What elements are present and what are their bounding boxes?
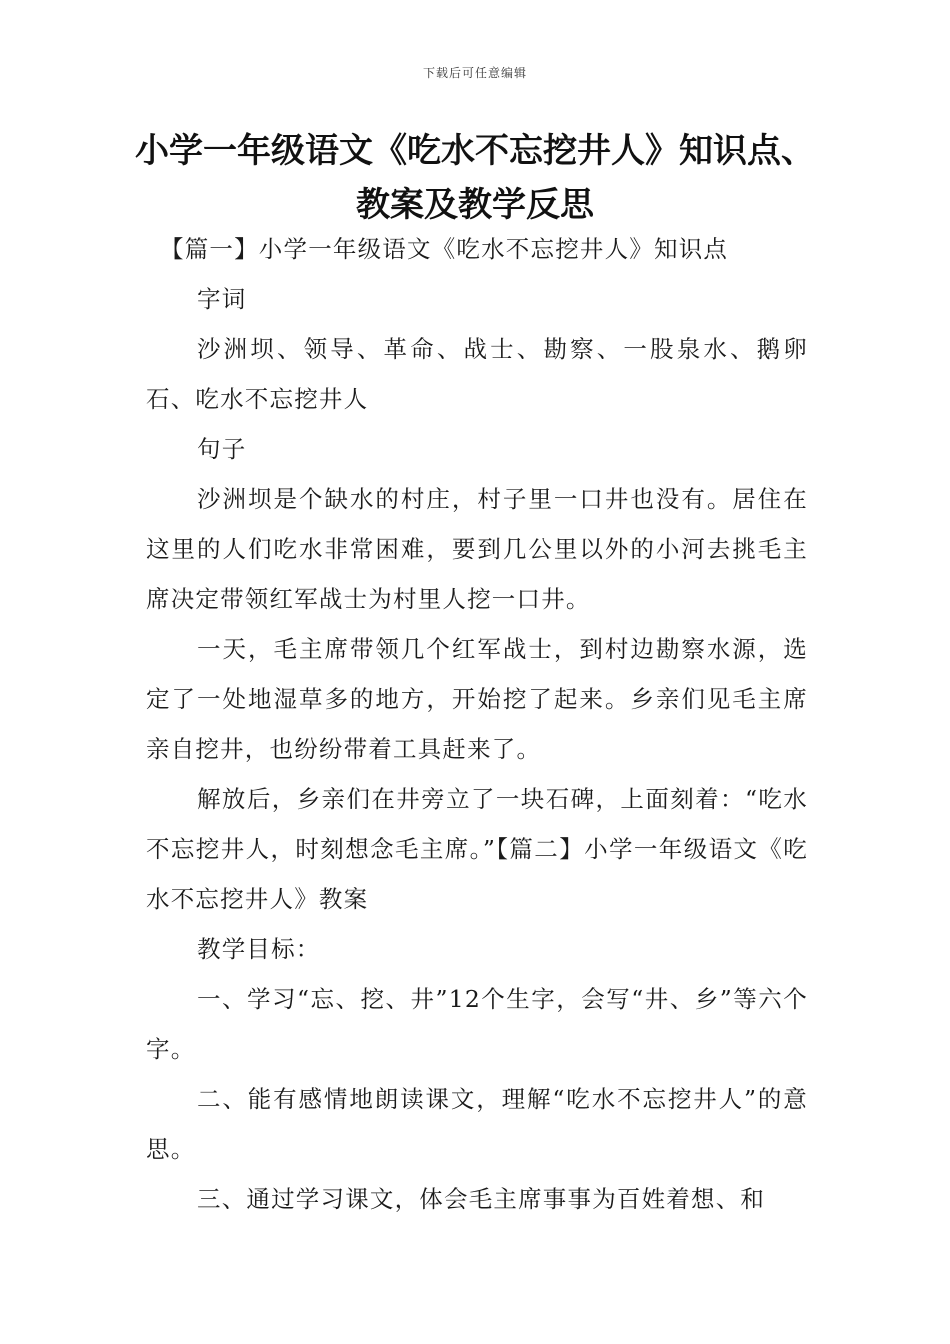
words-paragraph: 沙洲坝、领导、革命、战士、勘察、一股泉水、鹅卵石、吃水不忘挖井人 (146, 335, 808, 413)
paragraph: 一天，毛主席带领几个红军战士，到村边勘察水源，选定了一处地湿草多的地方，开始挖了起来。乡亲们见毛主席亲自挖井，也纷纷带着工具赶来了。 (146, 635, 808, 763)
section-heading: 【篇一】小学一年级语文《吃水不忘挖井人》知识点 (160, 235, 729, 263)
words-heading: 字词 (197, 285, 247, 313)
goal-item: 一、学习“忘、挖、井”12个生字，会写“井、乡”等六个字。 (146, 985, 808, 1063)
header-note: 下载后可任意编辑 (422, 66, 527, 80)
goal-item: 二、能有感情地朗读课文，理解“吃水不忘挖井人”的意思。 (146, 1085, 808, 1163)
paragraph: 沙洲坝是个缺水的村庄，村子里一口井也没有。居住在这里的人们吃水非常困难，要到几公里以外的小河去挑毛主席决定带领红军战士为村里人挖一口井。 (146, 485, 808, 613)
goals-heading: 教学目标： (197, 935, 321, 963)
document-body (146, 224, 808, 1224)
document-title: 小学一年级语文《吃水不忘挖井人》知识点、教案及教学反思 (135, 131, 815, 225)
goal-item: 三、通过学习课文，体会毛主席事事为百姓着想、和 (197, 1185, 766, 1213)
paragraph: 解放后，乡亲们在井旁立了一块石碑，上面刻着：“吃水不忘挖井人，时刻想念毛主席。”【篇二】小学一年级语文《吃水不忘挖井人》教案 (146, 785, 808, 913)
sentences-heading: 句子 (197, 435, 247, 463)
